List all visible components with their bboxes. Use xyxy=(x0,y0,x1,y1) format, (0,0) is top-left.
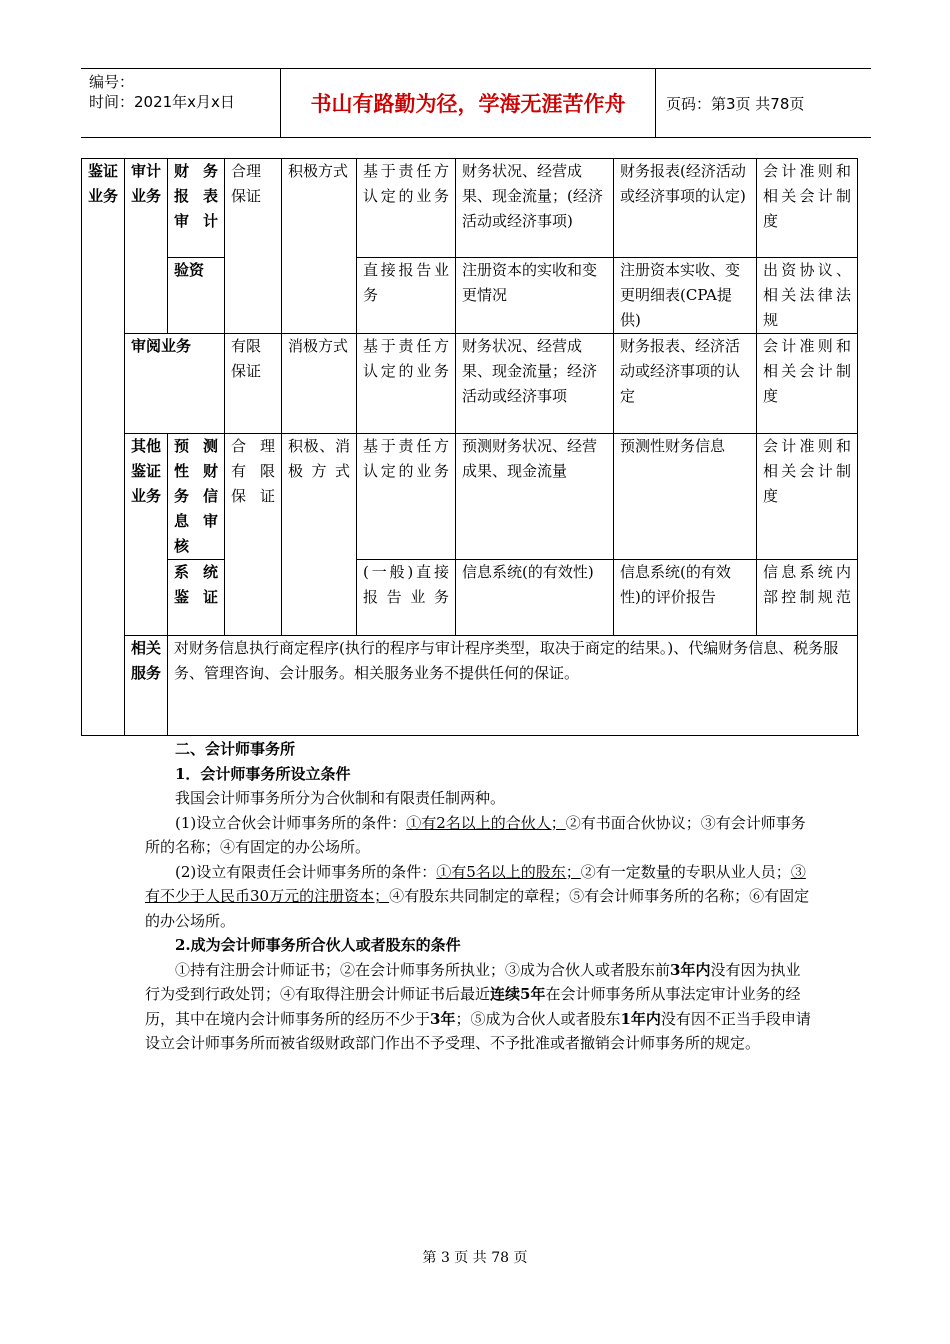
fs-assurance: 合理保证 xyxy=(225,159,282,334)
header-page-info: 页码：第3页 共78页 xyxy=(666,94,805,113)
capital-info: 注册资本实收、变更明细表(CPA提供) xyxy=(614,258,757,334)
review-assurance: 有限保证 xyxy=(225,334,282,434)
fs-info: 财务报表(经济活动或经济事项的认定) xyxy=(614,159,757,258)
forecast-label: 预测性财务信息审核 xyxy=(168,434,225,560)
other-label: 其他鉴证业务 xyxy=(125,434,168,636)
forecast-method: 积极、消极方式 xyxy=(282,434,357,636)
fs-criteria: 会计准则和相关会计制度 xyxy=(757,159,858,258)
forecast-criteria: 会计准则和相关会计制度 xyxy=(757,434,858,560)
forecast-info: 预测性财务信息 xyxy=(614,434,757,560)
related-label: 相关服务 xyxy=(125,636,168,736)
business-table xyxy=(81,158,858,736)
capital-basis: 直接报告业务 xyxy=(357,258,456,334)
heading-partner: 2.成为会计师事务所合伙人或者股东的条件 xyxy=(175,936,461,954)
review-basis: 基于责任方认定的业务 xyxy=(357,334,456,434)
heading-conditions: 1．会计师事务所设立条件 xyxy=(175,764,351,783)
heading-firm: 二、会计师事务所 xyxy=(175,740,296,758)
body-text xyxy=(145,737,813,1056)
review-criteria: 会计准则和相关会计制度 xyxy=(757,334,858,434)
system-info: 信息系统(的有效性)的评价报告 xyxy=(614,560,757,636)
audit-label: 审计业务 xyxy=(125,159,168,334)
forecast-subject: 预测财务状况、经营成果、现金流量 xyxy=(456,434,614,560)
capital-subject: 注册资本的实收和变更情况 xyxy=(456,258,614,334)
page-header xyxy=(81,68,871,138)
review-method: 消极方式 xyxy=(282,334,357,434)
header-motto: 书山有路勤为径，学海无涯苦作舟 xyxy=(281,69,656,137)
code-label: 编号： xyxy=(89,73,135,91)
related-text: 对财务信息执行商定程序(执行的程序与审计程序类型，取决于商定的结果。)、代编财务信息、税务服务、管理咨询、会计服务。相关服务业务不提供任何的保证。 xyxy=(168,636,858,736)
time-label: 时间：2021年x月x日 xyxy=(89,93,235,111)
fs-basis: 基于责任方认定的业务 xyxy=(357,159,456,258)
system-criteria: 信息系统内部控制规范 xyxy=(757,560,858,636)
system-label: 系统鉴证 xyxy=(168,560,225,636)
para-limited: (2)设立有限责任会计师事务所的条件：①有5名以上的股东；②有一定数量的专职从业人员；③有不少于人民币30万元的注册资本；④有股东共同制定的章程；⑤有会计师事务所的名称；⑥有固定的办公场所。 xyxy=(145,862,810,930)
review-subject: 财务状况、经营成果、现金流量；经济活动或经济事项 xyxy=(456,334,614,434)
header-meta xyxy=(81,69,281,137)
verification-label: 鉴证业务 xyxy=(82,159,125,736)
page-footer: 第 3 页 共 78 页 xyxy=(422,1250,528,1266)
system-basis: (一般)直接报告业务 xyxy=(357,560,456,636)
para-types: 我国会计师事务所分为合伙制和有限责任制两种。 xyxy=(175,789,506,807)
forecast-assurance: 合理有限保证 xyxy=(225,434,282,636)
capital-criteria: 出资协议、相关法律法规 xyxy=(757,258,858,334)
review-label: 审阅业务 xyxy=(125,334,225,434)
fs-audit-label: 财务报表审计 xyxy=(168,159,225,258)
capital-label: 验资 xyxy=(168,258,225,334)
para-partnership: (1)设立合伙会计师事务所的条件：①有2名以上的合伙人；②有书面合伙协议；③有会计师事务所的名称；④有固定的办公场所。 xyxy=(145,813,806,856)
system-subject: 信息系统(的有效性) xyxy=(456,560,614,636)
fs-method: 积极方式 xyxy=(282,159,357,334)
forecast-basis: 基于责任方认定的业务 xyxy=(357,434,456,560)
fs-subject: 财务状况、经营成果、现金流量；(经济活动或经济事项) xyxy=(456,159,614,258)
review-info: 财务报表、经济活动或经济事项的认定 xyxy=(614,334,757,434)
para-partner-conditions: ①持有注册会计师证书；②在会计师事务所执业；③成为合伙人或者股东前3年内没有因为执业行为受到行政处罚；④有取得注册会计师证书后最近连续5年在会计师事务所从事法定审计业务的经历，其中在境内会计师事务所的经历不少于3年；⑤成为合伙人或者股东1年内没有因不正当手段申请设立会计师事务所而被省级财政部门作出不予受理、不予批准或者撤销会计师事务所的规定。 xyxy=(145,960,811,1052)
